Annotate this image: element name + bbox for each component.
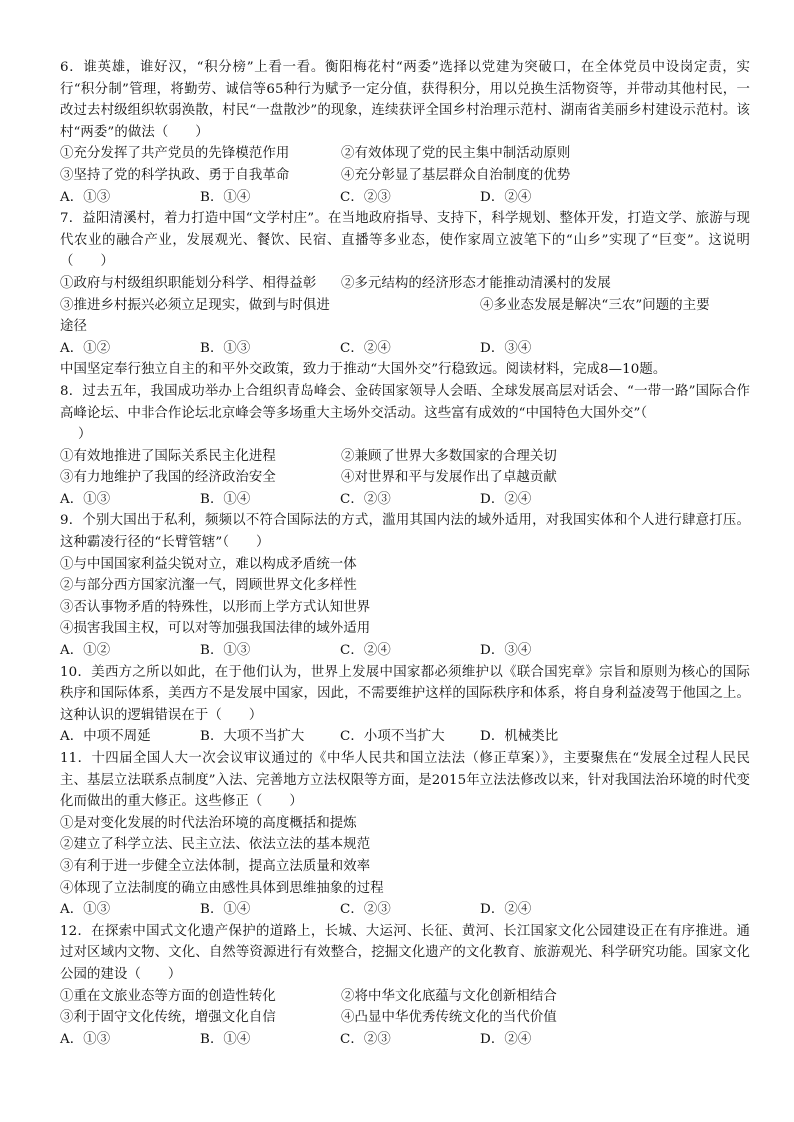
option-2: ②有效体现了党的民主集中制活动原则 [341,146,571,162]
choice-c: C．②③ [340,189,391,205]
choice-b: B．①④ [200,491,251,507]
question-8-bracket: ） [78,427,92,443]
choice-a: A．①② [60,643,111,659]
choice-b: B．大项不当扩大 [200,729,305,745]
option-3: ③利于固守文化传统，增强文化自信 [60,1010,276,1026]
option-4-continued: 途径 [60,319,87,335]
question-10-choices [60,726,750,748]
option-2: ②多元结构的经济形态才能推动清溪村的发展 [341,275,611,291]
choice-b: B．①④ [200,1031,251,1047]
question-8-options-row-1 [60,446,750,468]
question-12-options-row-1 [60,986,750,1008]
question-6-stem: 6．谁英雄，谁好汉，“积分榜”上看一看。衡阳梅花村“两委”选择以党建为突破口，在全体党员中设岗定责，实行“积分制”管理，将勤劳、诚信等65种行为赋予一定分值，获得积分，用以兑换生活物资等，并带动其他村民，一改过去村级组织软弱涣散，村民“一盘散沙”的现象，连续获评全国乡村治理示范村、湖南省美丽乡村建设示范村。该村“两委”的做法（ ） [60,60,750,140]
option-4: ④体现了立法制度的确立由感性具体到思维抽象的过程 [60,880,384,896]
option-1: ①有效地推进了国际关系民主化进程 [60,448,276,464]
choice-d: D．②④ [480,902,532,918]
choice-c: C．②③ [340,902,391,918]
exam-page [60,57,750,1050]
choice-c: C．②③ [340,1031,391,1047]
question-12-options-row-2 [60,1007,750,1029]
choice-b: B．①④ [200,189,251,205]
choice-a: A．①③ [60,902,111,918]
choice-d: D．②④ [480,189,532,205]
option-4: ④多业态发展是解决“三农”问题的主要 [480,297,710,313]
choice-a: A．①③ [60,1031,111,1047]
choice-c: C．小项不当扩大 [340,729,445,745]
choice-a: A．①② [60,340,111,356]
option-1: ①充分发挥了共产党员的先锋模范作用 [60,146,290,162]
choice-d: D．③④ [480,643,532,659]
option-3: ③有力地维护了我国的经济政治安全 [60,470,276,486]
question-7-options-row-1 [60,273,750,295]
choice-d: D．机械类比 [480,729,559,745]
option-1: ①是对变化发展的时代法治环境的高度概括和提炼 [60,815,357,831]
choice-d: D．②④ [480,1031,532,1047]
choice-d: D．②④ [480,491,532,507]
option-3: ③坚持了党的科学执政、勇于自我革命 [60,167,290,183]
choice-b: B．①③ [200,643,251,659]
option-2: ②兼顾了世界大多数国家的合理关切 [341,448,557,464]
choice-c: C．②④ [340,340,391,356]
question-6-options-row-1 [60,143,750,165]
question-11-choices [60,899,750,921]
option-3: ③否认事物矛盾的特殊性，以形而上学方式认知世界 [60,599,371,615]
choice-a: A．中项不周延 [60,729,151,745]
question-8-choices [60,489,750,511]
option-4: ④充分彰显了基层群众自治制度的优势 [341,167,571,183]
question-7-options-row-2 [60,295,750,317]
choice-b: B．①④ [200,902,251,918]
question-12-stem: 12．在探索中国式文化遗产保护的道路上，长城、大运河、长征、黄河、长江国家文化公园建设正在有序推进。通过对区域内文物、文化、自然等资源进行有效整合，挖掘文化遗产的文化教育、旅游观光、科学研究功能。国家文化公园的建设（ ） [60,923,750,982]
choice-c: C．②④ [340,643,391,659]
question-9-choices [60,640,750,662]
option-4: ④损害我国主权，可以对等加强我国法律的域外适用 [60,621,371,637]
option-2: ②与部分西方国家沆瀣一气，罔顾世界文化多样性 [60,578,357,594]
choice-a: A．①③ [60,491,111,507]
option-3: ③推进乡村振兴必须立足现实，做到与时俱进 [60,297,330,313]
question-9-stem: 9．个别大国出于私利，频频以不符合国际法的方式，滥用其国内法的域外适用，对我国实体和个人进行肆意打压。这种霸凌行径的“长臂管辖”（ ） [60,513,750,551]
choice-a: A．①③ [60,189,111,205]
question-6-options-row-2 [60,165,750,187]
question-8-stem: 8．过去五年，我国成功举办上合组织青岛峰会、金砖国家领导人会晤、全球发展高层对话会、“一带一路”国际合作高峰论坛、中非合作论坛北京峰会等多场重大主场外交活动。这些富有成效的“中国特色大国外交”（ [60,383,750,421]
question-7-choices [60,338,750,360]
option-4: ④对世界和平与发展作出了卓越贡献 [341,470,557,486]
material-intro: 中国坚定奉行独立自主的和平外交政策，致力于推动“大国外交”行稳致远。阅读材料，完成8—10题。 [60,362,667,378]
option-1: ①与中国国家利益尖锐对立，难以构成矛盾统一体 [60,556,357,572]
choice-c: C．②③ [340,491,391,507]
question-7-stem: 7．益阳清溪村，着力打造中国“文学村庄”。在当地政府指导、支持下，科学规划、整体开发，打造文学、旅游与现代农业的融合产业，发展观光、餐饮、民宿、直播等多业态，使作家周立波笔下的“山乡”实现了“巨变”。这说明（ ） [60,211,750,270]
question-10-stem: 10．美西方之所以如此，在于他们认为，世界上发展中国家都必须维护以《联合国宪章》宗旨和原则为核心的国际秩序和国际体系，美西方不是发展中国家，因此，不需要维护这样的国际秩序和体系，将自身利益凌驾于他国之上。这种认识的逻辑错误在于（ ） [60,664,750,723]
choice-b: B．①③ [200,340,251,356]
option-4: ④凸显中华优秀传统文化的当代价值 [341,1010,557,1026]
question-6-choices [60,187,750,209]
option-2: ②建立了科学立法、民主立法、依法立法的基本规范 [60,837,371,853]
question-8-options-row-2 [60,467,750,489]
choice-d: D．③④ [480,340,532,356]
option-2: ②将中华文化底蕴与文化创新相结合 [341,988,557,1004]
option-1: ①政府与村级组织职能划分科学、相得益彰 [60,275,317,291]
question-12-choices [60,1029,750,1051]
option-3: ③有利于进一步健全立法体制，提高立法质量和效率 [60,858,371,874]
question-11-stem: 11．十四届全国人大一次会议审议通过的《中华人民共和国立法法（修正草案）》，主要聚焦在“发展全过程人民民主、基层立法联系点制度”入法、完善地方立法权限等方面，是2015年立法法修改以来，针对我国法治环境的时代变化而做出的重大修正。这些修正（ ） [60,751,750,810]
option-1: ①重在文旅业态等方面的创造性转化 [60,988,276,1004]
